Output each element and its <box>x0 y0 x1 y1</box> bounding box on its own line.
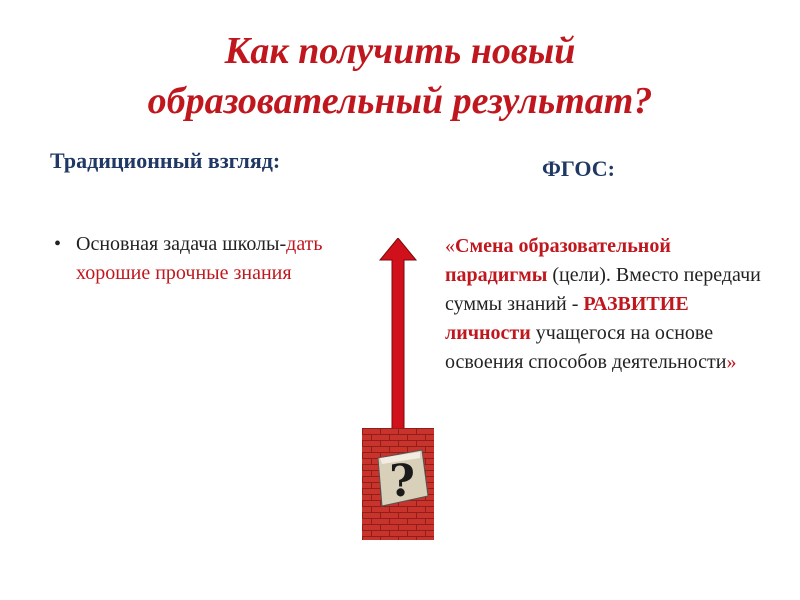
bullet-marker: • <box>54 233 62 255</box>
quote-open: « <box>445 235 455 257</box>
fgos-bold-2: РАЗВИТИЕ личности <box>445 293 689 344</box>
traditional-bullet <box>54 230 364 288</box>
quote-close: » <box>726 351 737 373</box>
title-line-1: Как получить новый <box>224 30 576 72</box>
traditional-bullet-text <box>76 230 364 288</box>
question-mark-brick-icon <box>362 428 434 540</box>
fgos-bold-1: Смена образовательной парадигмы <box>445 235 671 286</box>
fgos-text-1: (цели). Вместо передачи суммы знаний - <box>445 264 761 315</box>
title-line-2: образовательный результат? <box>147 80 653 122</box>
fgos-heading: ФГОС: <box>542 156 615 181</box>
arrow-up-icon <box>378 238 418 438</box>
traditional-heading: Традиционный взгляд: <box>50 148 281 173</box>
slide-title <box>0 26 800 126</box>
bullet-text-part-2: дать хорошие прочные знания <box>76 233 323 284</box>
fgos-text-2: учащегося на основе освоения способов деятельности <box>445 322 727 373</box>
fgos-description <box>445 232 775 377</box>
svg-text:?: ? <box>389 456 415 507</box>
bullet-text-part-1: Основная задача школы- <box>76 233 287 255</box>
